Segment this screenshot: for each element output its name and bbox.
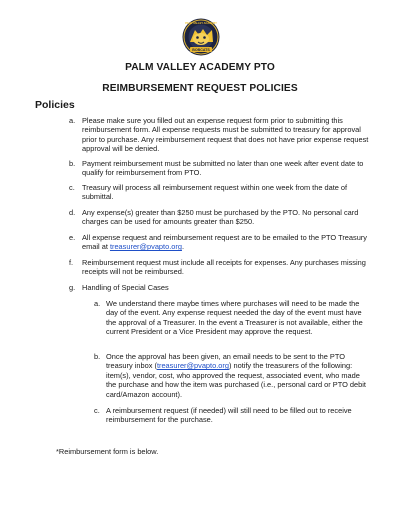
special-case-item-b: b. Once the approval has been given, an email needs to be sent to the PTO treasury inbox (treasurer@pvapto.org) notify the treasurers of the following: item(s), vendor, cost, who approved the request, associated event, who made the purchase and how the item was purchased (i.e., personal card or PTO debit card/Amazon account). [94,352,366,399]
special-case-item-c [94,406,372,425]
svg-text:PALM VALLEY ACADEMY: PALM VALLEY ACADEMY [185,22,217,26]
item-marker: d. [69,208,76,217]
policy-item-f [69,258,372,277]
treasurer-email-link[interactable]: treasurer@pvapto.org [109,242,182,252]
policy-item-b [69,159,372,178]
item-marker: c. [69,183,75,192]
item-marker: f. [69,258,74,267]
policy-item-c [69,183,372,202]
item-text: All expense request and reimbursement request are to be emailed to the PTO Treasury email at [82,233,367,252]
special-case-item-a [94,299,372,337]
item-text: Please make sure you filled out an expense request form prior to submitting this reimbursement form. All expense requests must be submitted to treasury for approval prior to purchase. Any reimbursement request that does not have prior expense request approval will be denied. [82,116,369,154]
item-marker: b. [69,159,76,168]
section-title-policies: Policies [35,99,75,111]
item-text: Reimbursement request must include all receipts for expenses. Any purchases missing receipts will not be reimbursed. [82,258,366,277]
treasurer-email-link[interactable]: treasurer@pvapto.org [156,361,229,371]
item-text: Once the approval has been given, an email needs to be sent to the PTO treasury inbox ( [106,352,345,371]
item-text: A reimbursement request (if needed) will still need to be filled out to receive reimbursement for the purchase. [106,406,352,425]
policy-item-d [69,208,372,227]
item-marker: b. [94,352,101,361]
item-text: Handling of Special Cases [82,283,169,292]
document-title: PALM VALLEY ACADEMY PTO [125,62,275,73]
bobcats-logo [182,18,220,56]
item-marker: e. [69,233,76,242]
item-text: Any expense(s) greater than $250 must be purchased by the PTO. No personal card charges can be used for amounts greater than $250. [82,208,359,227]
item-text: Treasury will process all reimbursement request within one week from the date of submittal. [82,183,348,202]
policy-item-e: e. All expense request and reimbursement request are to be emailed to the PTO Treasury email at treasurer@pvapto.org. [69,233,367,252]
policy-item-a [69,116,372,154]
document-subtitle: REIMBURSEMENT REQUEST POLICIES [102,83,298,94]
item-text: We understand there maybe times where purchases will need to be made the day of the event. Any expense request needed the day of the event must have the approval of a Treasurer. In the event a Treasurer is not available, either the current President or a Vice President may approve the request. [106,299,363,337]
svg-text:BOBCATS: BOBCATS [192,47,210,52]
policy-item-g [69,283,372,292]
item-text: Payment reimbursement must be submitted no later than one week after event date to qualify for reimbursement from PTO. [82,159,364,178]
item-marker: a. [94,299,101,308]
item-marker: g. [69,283,76,292]
item-marker: a. [69,116,76,125]
footnote: *Reimbursement form is below. [56,447,159,456]
item-marker: c. [94,406,100,415]
